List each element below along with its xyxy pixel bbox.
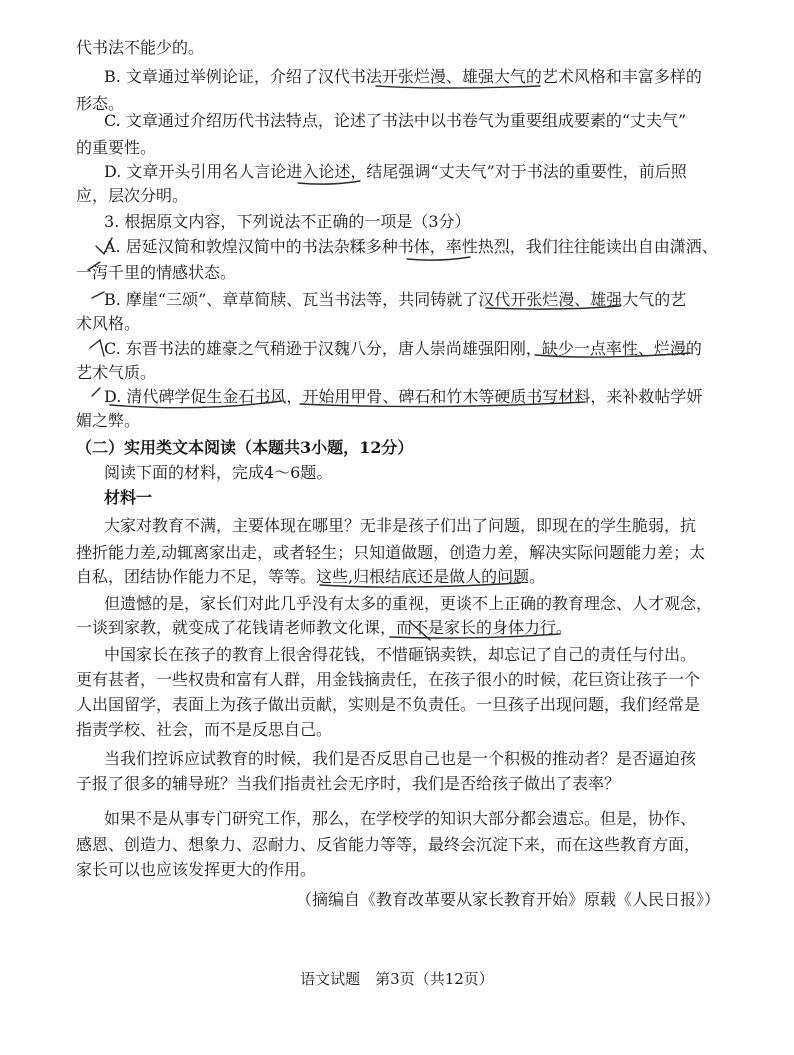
instruction: 阅读下面的材料，完成4～6题。 bbox=[104, 463, 333, 482]
check-mark bbox=[92, 388, 100, 396]
paragraph-line: 艺术气质。 bbox=[76, 363, 157, 382]
material-line: 子报了很多的辅导班？当我们指责社会无序时，我们是否给孩子做出了表率？ bbox=[76, 774, 621, 793]
material-line: 自私，团结协作能力不足，等等。这些,归根结底还是做人的问题。 bbox=[76, 567, 546, 586]
material-line: 人出国留学，表面上为孩子做出贡献，实则是不负责任。一旦孩子出现问题，我们经常是 bbox=[76, 695, 701, 714]
material-line: 家长可以也应该发挥更大的作用。 bbox=[76, 860, 317, 879]
paragraph-line: 应，层次分明。 bbox=[76, 186, 189, 205]
material-line: 一谈到家教，就变成了花钱请老师教文化课，而不是家长的身体力行。 bbox=[76, 618, 573, 637]
option-b: B. 文章通过举例论证，介绍了汉代书法开张烂漫、雄强大气的艺术风格和丰富多样的 bbox=[104, 67, 702, 86]
material-line: 更有甚者，一些权贵和富有人群，用金钱摘责任，在孩子很小的时候，花巨资让孩子一个 bbox=[76, 670, 701, 689]
material-line: 感恩、创造力、想象力、忍耐力、反省能力等等，最终会沉淀下来，而在这些教育方面， bbox=[76, 835, 701, 854]
material-line: 挫折能力差,动辄离家出走，或者轻生；只知道做题，创造力差，解决实际问题能力差；太 bbox=[76, 543, 706, 562]
paragraph-line: 媚之弊。 bbox=[76, 411, 141, 430]
q3-option-c: C. 东晋书法的雄豪之气稍逊于汉魏八分，唐人崇尚雄强阳刚，缺少一点率性、烂漫的 bbox=[104, 339, 702, 358]
q3-option-a: A. 居延汉简和敦煌汉简中的书法杂糅多种书体，率性热烈，我们往往能读出自由潇洒、 bbox=[104, 237, 718, 256]
material-line: 指责学校、社会，而不是反思自己。 bbox=[76, 720, 333, 739]
material-title: 材料一 bbox=[104, 488, 153, 507]
check-mark bbox=[92, 292, 104, 298]
material-line: 但遗憾的是，家长们对此几乎没有太多的重视，更谈不上正确的教育理念、人才观念， bbox=[104, 594, 713, 613]
material-line: 大家对教育不满，主要体现在哪里？无非是孩子们出了问题，即现在的学生脆弱，抗 bbox=[104, 516, 697, 535]
material-line: 当我们控诉应试教育的时候，我们是否反思自己也是一个积极的推动者？是否逼迫孩 bbox=[104, 749, 697, 768]
page-footer: 语文试题 第3页（共12页） bbox=[300, 970, 494, 988]
question-3: 3. 根据原文内容，下列说法不正确的一项是（3分） bbox=[104, 212, 471, 231]
check-mark bbox=[90, 340, 104, 356]
section-heading: （二）实用类文本阅读（本题共3小题，12分） bbox=[76, 438, 414, 457]
option-d: D. 文章开头引用名人言论进入论述，结尾强调“丈夫气”对于书法的重要性，前后照 bbox=[104, 162, 687, 181]
paragraph-line: 的重要性。 bbox=[76, 138, 157, 157]
paragraph-line: 一泻千里的情感状态。 bbox=[76, 263, 237, 282]
q3-option-d: D. 清代碑学促生金石书风，开始用甲骨、碑石和竹木等硬质书写材料，来补救帖学妍 bbox=[104, 387, 703, 406]
q3-option-b: B. 摩崖“三颂”、章草简牍、瓦当书法等，共同铸就了汉代开张烂漫、雄强大气的艺 bbox=[104, 290, 687, 309]
paragraph-line: 形态。 bbox=[76, 94, 125, 113]
source-citation: （摘编自《教育改革要从家长教育开始》原载《人民日报》） bbox=[295, 890, 720, 909]
paragraph-line: 术风格。 bbox=[76, 314, 141, 333]
option-c: C. 文章通过介绍历代书法特点，论述了书法中以书卷气为重要组成要素的“丈夫气” bbox=[104, 111, 687, 130]
material-line: 如果不是从事专门研究工作，那么，在学校学的知识大部分都会遗忘。但是，协作、 bbox=[104, 809, 697, 828]
paragraph-line: 代书法不能少的。 bbox=[76, 38, 205, 57]
material-line: 中国家长在孩子的教育上很舍得花钱，不惜砸锅卖铁，却忘记了自己的责任与付出。 bbox=[104, 645, 697, 664]
